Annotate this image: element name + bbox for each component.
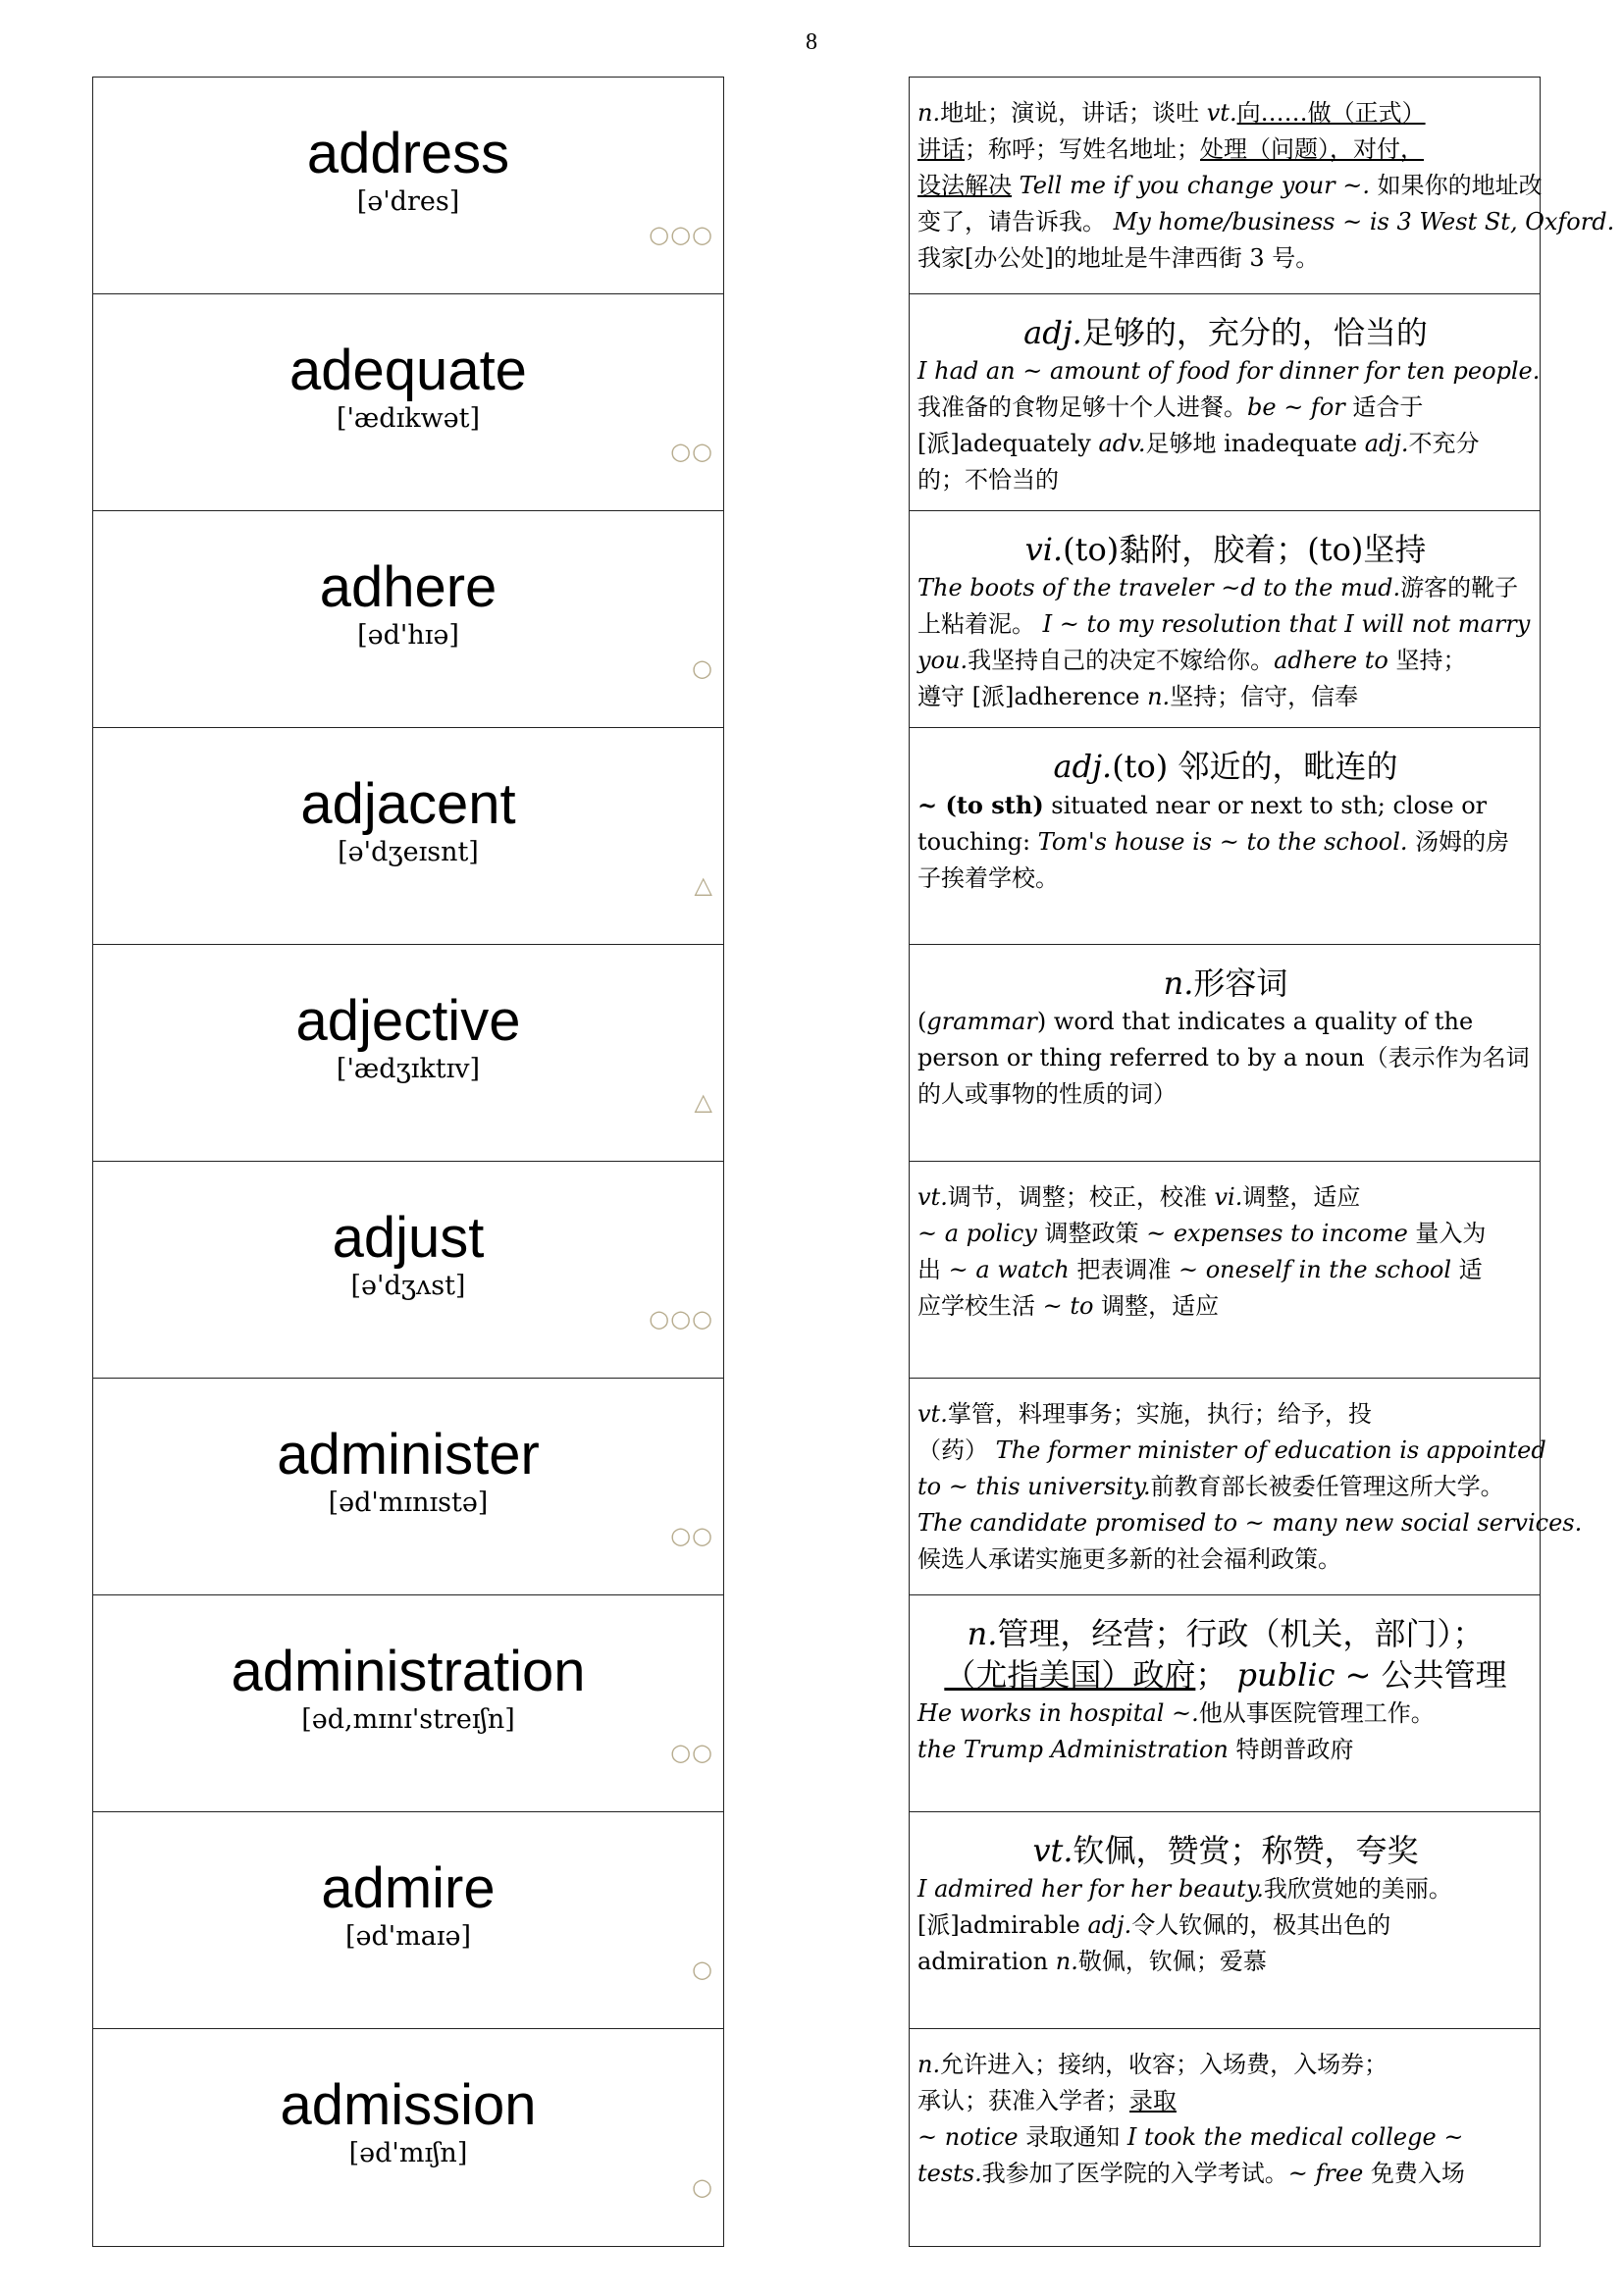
definition-line [917, 787, 1534, 824]
frequency-marks-icon: △ [694, 1088, 713, 1116]
definition-text: 管理，经营；行政（机关，部门）； [997, 1615, 1485, 1652]
definition-text: 公共管理 [1371, 1656, 1507, 1694]
headword: adjective [295, 989, 521, 1053]
definition-text: 如果你的地址改 [1377, 172, 1543, 199]
definition-text: ~ a watch [948, 1256, 1070, 1283]
definition-line [917, 168, 1543, 204]
definition-text: 允许进入；接纳，收容；入场费，入场券； [940, 2051, 1388, 2078]
definition-card [910, 294, 1540, 511]
definition-text: 适 [1451, 1256, 1483, 1283]
definition-text: 的人或事物的性质的词） [917, 1080, 1177, 1108]
definition-line [917, 1216, 1534, 1252]
frequency-marks-icon: ○○○ [649, 1305, 713, 1332]
definition-text: [派]adequately [917, 430, 1099, 457]
definition-line [917, 462, 1534, 498]
definition-line [917, 606, 1534, 643]
phonetic: [əd,mɪnɪ'streɪʃn] [301, 1704, 515, 1735]
definition-text: you. [917, 647, 969, 674]
frequency-marks-icon: △ [694, 871, 713, 899]
definition-text: 录取 [1129, 2087, 1177, 2114]
definition-card [910, 945, 1540, 1162]
definition-line [917, 1288, 1534, 1325]
definition-text: ； [1195, 1656, 1237, 1694]
definition-text: 形容词 [1193, 965, 1288, 1002]
definition-heading [917, 312, 1534, 353]
phonetic: [əd'maɪə] [344, 1921, 472, 1952]
definition-text: ~ (to sth) [917, 791, 1044, 819]
definition-text: The boots of the traveler ~d to the mud. [917, 574, 1401, 601]
definition-text: ~ notice [917, 2123, 1019, 2151]
definition-line [917, 2083, 1534, 2119]
phonetic: [ə'dres] [356, 186, 460, 217]
definition-line [917, 570, 1534, 606]
definition-text: [派]admirable [917, 1911, 1088, 1939]
definition-text: The former minister of education is appointed [995, 1436, 1546, 1464]
definition-text: 敬佩，钦佩；爱慕 [1077, 1948, 1267, 1975]
word-card [93, 728, 723, 945]
headword: administer [277, 1423, 540, 1487]
definition-line [917, 643, 1534, 679]
definition-text: vt. [1206, 99, 1237, 127]
definition-text: ) word that indicates a quality of the [1036, 1008, 1474, 1035]
definition-line [917, 1040, 1534, 1076]
definition-text: The candidate promised to ~ many new social services. [917, 1509, 1583, 1537]
word-card [93, 1379, 723, 1595]
definition-text: (to)黏附，胶着；(to)坚持 [1063, 531, 1427, 568]
definition-line [917, 1469, 1534, 1505]
definition-text: 令人钦佩的，极其出色的 [1131, 1911, 1391, 1939]
definition-text: Tom's house is ~ to the school. [1037, 828, 1408, 856]
definition-line [917, 1732, 1534, 1768]
definition-text: vt. [1032, 1832, 1073, 1869]
definition-text: 录取通知 [1018, 2123, 1127, 2151]
definition-line [917, 1871, 1534, 1907]
headword: adequate [289, 339, 527, 402]
definition-card [910, 728, 1540, 945]
headword: adjust [332, 1206, 485, 1270]
phonetic: [ə'dʒʌst] [350, 1271, 466, 1301]
definition-text: 出 [917, 1256, 949, 1283]
definition-card [910, 1812, 1540, 2029]
definition-line [917, 824, 1534, 861]
definition-line [917, 1541, 1534, 1578]
phonetic: ['ædʒɪktɪv] [336, 1054, 481, 1084]
headword: adhere [319, 555, 497, 619]
definition-text: 我欣赏她的美丽。 [1263, 1875, 1452, 1903]
definition-text: Tell me if you change your ~. [1012, 172, 1378, 199]
word-card [93, 945, 723, 1162]
definition-text: 我准备的食物足够十个人进餐。 [917, 393, 1247, 421]
phonetic: ['ædɪkwət] [336, 403, 481, 434]
definition-text: vi. [1024, 531, 1064, 568]
definition-line [917, 240, 1534, 277]
definition-text: ；称呼；写姓名地址； [965, 135, 1200, 163]
definition-text: I had an ~ amount of food for dinner for ten people. [917, 357, 1541, 385]
definition-text: adj. [1087, 1911, 1132, 1939]
definition-text: 不充分 [1408, 430, 1480, 457]
definition-line [917, 390, 1534, 426]
definition-text: situated near or next to sth; close or [1043, 792, 1488, 819]
definition-heading [917, 529, 1534, 570]
definition-card [910, 2029, 1540, 2246]
definition-line [917, 204, 1615, 240]
definition-text: 地址；演说，讲话；谈吐 [940, 99, 1207, 127]
frequency-marks-icon: ○ [692, 2173, 713, 2201]
definition-card [910, 1379, 1583, 1595]
word-card [93, 78, 723, 294]
phonetic: [ə'dʒeɪsnt] [338, 837, 479, 867]
phonetic: [əd'mɪʃn] [348, 2138, 468, 2168]
definition-text: adj. [1053, 748, 1113, 785]
definition-text: the Trump Administration [917, 1736, 1229, 1763]
frequency-marks-icon: ○○ [670, 1739, 713, 1766]
frequency-marks-icon: ○○ [670, 438, 713, 465]
definition-line [917, 1252, 1534, 1288]
definition-text: 量入为 [1407, 1220, 1487, 1247]
definition-text: 上粘着泥。 [917, 610, 1043, 638]
definition-text: adj. [1364, 430, 1409, 457]
definition-text: 讲话 [917, 135, 965, 163]
definition-text: He works in hospital ~. [917, 1699, 1199, 1727]
definition-card [910, 78, 1615, 294]
definition-line [917, 1076, 1534, 1113]
definition-text: tests. [917, 2160, 982, 2187]
definition-text: touching: [917, 828, 1038, 856]
definition-column [909, 77, 1615, 2247]
definition-text: （药） [917, 1436, 996, 1464]
definition-text: to ~ this university. [917, 1473, 1151, 1500]
definition-line [917, 1179, 1534, 1216]
definition-text: 候选人承诺实施更多新的社会福利政策。 [917, 1545, 1341, 1573]
definition-text: 承认；获准入学者； [917, 2087, 1129, 2114]
phonetic: [əd'hɪə] [357, 620, 459, 651]
definition-text: 调整，适应 [1093, 1292, 1220, 1320]
definition-line [917, 861, 1534, 897]
page-number: 8 [806, 29, 817, 55]
definition-text: public ~ [1236, 1656, 1372, 1694]
definition-text: n. [967, 1615, 998, 1652]
headword: administration [231, 1640, 586, 1703]
definition-text: 我家[办公处]的地址是牛津西街 3 号。 [917, 244, 1320, 272]
definition-text: 调整政策 [1036, 1220, 1147, 1247]
headword: admire [321, 1856, 496, 1920]
definition-text: 游客的靴子 [1400, 574, 1519, 601]
definition-line [917, 2119, 1534, 2156]
definition-text: 足够地 inadequate [1145, 430, 1365, 457]
definition-text: 掌管，料理事务；实施，执行；给予，投 [947, 1400, 1372, 1428]
definition-text: My home/business ~ is 3 West St, Oxford. [1113, 208, 1615, 235]
definition-line [917, 2047, 1534, 2083]
definition-text: 免费入场 [1363, 2160, 1465, 2187]
definition-text: I took the medical college ~ [1126, 2123, 1464, 2151]
definition-text: admiration [917, 1948, 1056, 1975]
word-card [93, 1595, 723, 1812]
headword: adjacent [300, 772, 516, 836]
definition-text: 遵守 [派]adherence [917, 683, 1148, 710]
definition-text: n. [1163, 965, 1194, 1002]
word-card [93, 511, 723, 728]
definition-card [910, 1162, 1540, 1379]
definition-text: ~ to [1042, 1292, 1094, 1320]
frequency-marks-icon: ○ [692, 654, 713, 682]
definition-heading [917, 1830, 1534, 1871]
definition-text: 调整，适应 [1242, 1183, 1361, 1211]
word-column [92, 77, 724, 2247]
definition-text: adj. [1023, 314, 1082, 351]
definition-text: n. [1055, 1948, 1078, 1975]
definition-text: 变了，请告诉我。 [917, 208, 1114, 235]
definition-text: 处理（问题），对付， [1200, 135, 1424, 163]
definition-text: ~ oneself in the school [1178, 1256, 1452, 1283]
definition-text: 特朗普政府 [1228, 1736, 1354, 1763]
definition-heading [917, 1654, 1534, 1696]
word-card [93, 294, 723, 511]
definition-text: person or thing referred to by a noun（表示作为名词 [917, 1044, 1530, 1071]
definition-line [917, 1396, 1534, 1433]
definition-line [917, 1433, 1546, 1469]
definition-text: 调节，调整；校正，校准 [947, 1183, 1215, 1211]
definition-text: I ~ to my resolution that I will not marry [1042, 610, 1531, 638]
definition-heading [917, 963, 1534, 1004]
word-card [93, 1812, 723, 2029]
definition-line [917, 1696, 1534, 1732]
definition-text: vt. [917, 1183, 948, 1211]
word-card [93, 2029, 723, 2246]
definition-text: ~ expenses to income [1146, 1220, 1408, 1247]
word-card [93, 1162, 723, 1379]
definition-text: 子挨着学校。 [917, 864, 1059, 892]
definition-text: (to) 邻近的，毗连的 [1112, 748, 1398, 785]
definition-text: 坚持；信守，信奉 [1170, 683, 1359, 710]
definition-text: 他从事医院管理工作。 [1198, 1699, 1435, 1727]
frequency-marks-icon: ○○ [670, 1522, 713, 1549]
definition-text: （尤指美国）政府 [944, 1656, 1196, 1694]
definition-text: 的；不恰当的 [917, 466, 1059, 494]
definition-line [917, 2156, 1534, 2192]
definition-text: 我坚持自己的决定不嫁给你。 [968, 647, 1275, 674]
definition-line [917, 1004, 1534, 1040]
definition-text: adv. [1098, 430, 1146, 457]
definition-text: ( [917, 1008, 927, 1035]
definition-text: 把表调准 [1069, 1256, 1178, 1283]
definition-text: n. [1147, 683, 1171, 710]
definition-text: vi. [1214, 1183, 1243, 1211]
headword: address [306, 122, 510, 185]
definition-card [910, 511, 1540, 728]
definition-text: ~ a policy [917, 1220, 1037, 1247]
definition-text: 前教育部长被委任管理这所大学。 [1150, 1473, 1504, 1500]
definition-line [917, 353, 1541, 390]
definition-line [917, 679, 1534, 715]
headword: admission [280, 2073, 537, 2137]
definition-heading [917, 746, 1534, 787]
definition-text: vt. [917, 1400, 948, 1428]
definition-card [910, 1595, 1540, 1812]
definition-text: be ~ for [1247, 393, 1345, 421]
frequency-marks-icon: ○ [692, 1956, 713, 1983]
definition-text: 足够的，充分的，恰当的 [1081, 314, 1428, 351]
definition-text: 我参加了医学院的入学考试。 [981, 2160, 1288, 2187]
definition-text: 汤姆的房 [1407, 828, 1510, 856]
definition-line [917, 1505, 1583, 1541]
definition-text: grammar [926, 1008, 1037, 1035]
definition-line [917, 426, 1534, 462]
definition-line [917, 1907, 1534, 1944]
definition-text: I admired her for her beauty. [917, 1875, 1264, 1903]
definition-text: 坚持； [1387, 647, 1467, 674]
definition-text: 向……做（正式） [1236, 99, 1426, 127]
definition-heading [917, 1613, 1534, 1654]
frequency-marks-icon: ○○○ [649, 221, 713, 248]
definition-text: n. [917, 99, 941, 127]
definition-text: 设法解决 [917, 172, 1012, 199]
definition-text: 钦佩，赞赏；称赞，夸奖 [1073, 1832, 1419, 1869]
definition-line [917, 95, 1534, 131]
definition-line [917, 1944, 1534, 1980]
definition-text: n. [917, 2051, 941, 2078]
definition-text: ~ free [1287, 2160, 1364, 2187]
definition-text: 应学校生活 [917, 1292, 1043, 1320]
definition-text: 适合于 [1344, 393, 1424, 421]
phonetic: [əd'mɪnɪstə] [328, 1487, 489, 1518]
definition-text: adhere to [1274, 647, 1388, 674]
definition-line [917, 131, 1534, 168]
